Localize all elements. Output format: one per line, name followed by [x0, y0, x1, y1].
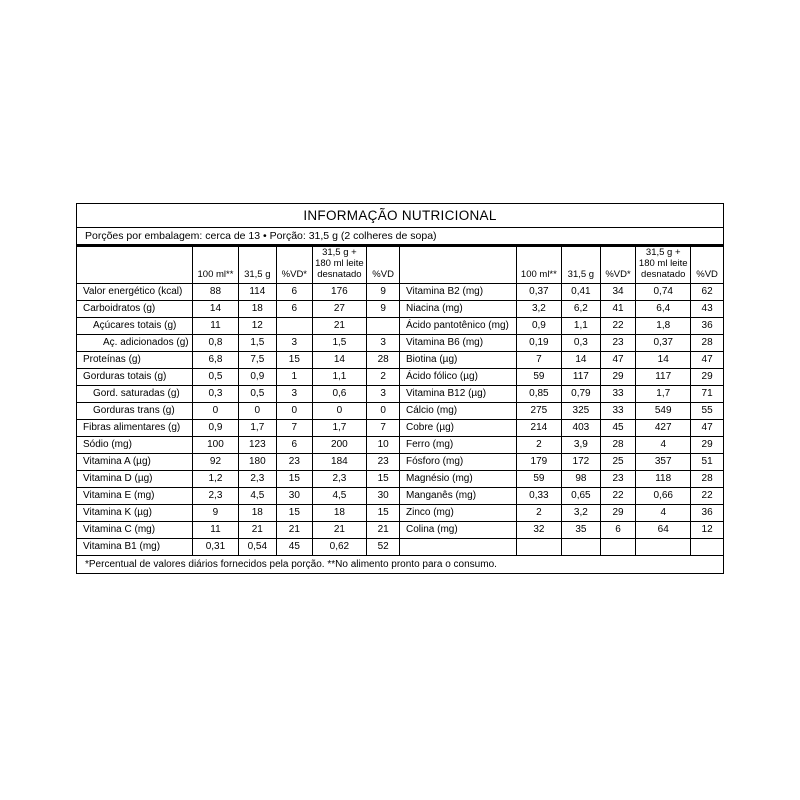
value-100ml: 9	[193, 504, 238, 521]
nutrient-name: Proteínas (g)	[77, 351, 193, 368]
value-with-milk: 1,8	[636, 317, 691, 334]
value-100ml: 0,9	[516, 317, 561, 334]
value-100ml	[516, 538, 561, 555]
portions-line: Porções por embalagem: cerca de 13 • Porção: 31,5 g (2 colheres de sopa)	[77, 227, 723, 247]
value-vd-with-milk: 21	[367, 521, 399, 538]
footnote: *Percentual de valores diários fornecidos pela porção. **No alimento pronto para o consumo.	[77, 555, 723, 573]
header-col-d: 31,5 g + 180 ml leite desnatado	[636, 247, 691, 283]
value-portion: 180	[238, 453, 277, 470]
value-100ml: 59	[516, 470, 561, 487]
table-row	[77, 538, 399, 555]
value-with-milk: 0,74	[636, 283, 691, 300]
value-100ml: 0,31	[193, 538, 238, 555]
value-with-milk: 18	[312, 504, 367, 521]
value-vd-portion: 41	[600, 300, 636, 317]
nutrient-name: Vitamina D (µg)	[77, 470, 193, 487]
value-100ml: 0,19	[516, 334, 561, 351]
value-100ml: 179	[516, 453, 561, 470]
value-vd-with-milk: 30	[367, 487, 399, 504]
table-row	[77, 317, 399, 334]
value-portion: 6,2	[562, 300, 601, 317]
value-with-milk: 1,1	[312, 368, 367, 385]
value-vd-with-milk: 43	[691, 300, 723, 317]
nutrient-name: Manganês (mg)	[400, 487, 516, 504]
value-vd-with-milk: 29	[691, 436, 723, 453]
header-col-c: %VD*	[277, 247, 312, 283]
table-row	[77, 385, 399, 402]
value-100ml: 275	[516, 402, 561, 419]
value-100ml: 6,8	[193, 351, 238, 368]
value-100ml: 1,2	[193, 470, 238, 487]
nutrient-name: Vitamina C (mg)	[77, 521, 193, 538]
value-portion: 1,5	[238, 334, 277, 351]
value-with-milk: 0	[312, 402, 367, 419]
value-100ml: 11	[193, 521, 238, 538]
value-100ml: 0,33	[516, 487, 561, 504]
value-with-milk: 1,7	[312, 419, 367, 436]
value-vd-with-milk: 51	[691, 453, 723, 470]
value-vd-with-milk: 47	[691, 419, 723, 436]
value-portion: 0,54	[238, 538, 277, 555]
value-vd-with-milk: 28	[691, 470, 723, 487]
table-row	[400, 385, 723, 402]
value-with-milk: 549	[636, 402, 691, 419]
value-with-milk: 0,62	[312, 538, 367, 555]
table-row	[400, 334, 723, 351]
value-portion: 14	[562, 351, 601, 368]
value-100ml: 2,3	[193, 487, 238, 504]
table-row	[77, 521, 399, 538]
value-portion: 0,41	[562, 283, 601, 300]
value-with-milk: 0,66	[636, 487, 691, 504]
value-with-milk: 21	[312, 521, 367, 538]
nutrient-name	[400, 538, 516, 555]
value-portion: 4,5	[238, 487, 277, 504]
nutrient-name: Gorduras trans (g)	[77, 402, 193, 419]
value-portion	[562, 538, 601, 555]
value-vd-portion: 23	[277, 453, 312, 470]
value-vd-with-milk: 3	[367, 334, 399, 351]
value-vd-portion: 15	[277, 504, 312, 521]
value-100ml: 32	[516, 521, 561, 538]
value-portion: 21	[238, 521, 277, 538]
nutrient-name: Vitamina K (µg)	[77, 504, 193, 521]
table-row	[77, 436, 399, 453]
nutrient-name: Açúcares totais (g)	[77, 317, 193, 334]
value-with-milk: 1,7	[636, 385, 691, 402]
value-with-milk: 4,5	[312, 487, 367, 504]
value-portion: 0	[238, 402, 277, 419]
nutrient-name: Aç. adicionados (g)	[77, 334, 193, 351]
value-vd-portion: 21	[277, 521, 312, 538]
value-portion: 0,79	[562, 385, 601, 402]
value-100ml: 11	[193, 317, 238, 334]
nutrient-name: Vitamina B2 (mg)	[400, 283, 516, 300]
value-vd-portion: 1	[277, 368, 312, 385]
value-portion: 2,3	[238, 470, 277, 487]
value-with-milk: 0,6	[312, 385, 367, 402]
value-100ml: 100	[193, 436, 238, 453]
table-row	[400, 317, 723, 334]
nutrient-name: Gorduras totais (g)	[77, 368, 193, 385]
nutrient-name: Fósforo (mg)	[400, 453, 516, 470]
nutrient-name: Vitamina B12 (µg)	[400, 385, 516, 402]
value-vd-portion	[600, 538, 636, 555]
value-portion: 0,9	[238, 368, 277, 385]
table-row	[400, 470, 723, 487]
value-with-milk: 200	[312, 436, 367, 453]
nutrition-table-right	[400, 247, 723, 555]
table-row	[77, 470, 399, 487]
value-with-milk: 2,3	[312, 470, 367, 487]
value-with-milk: 176	[312, 283, 367, 300]
nutrient-name: Ácido fólico (µg)	[400, 368, 516, 385]
value-vd-with-milk: 10	[367, 436, 399, 453]
nutrient-name: Valor energético (kcal)	[77, 283, 193, 300]
value-vd-with-milk: 23	[367, 453, 399, 470]
page-title: INFORMAÇÃO NUTRICIONAL	[303, 208, 497, 223]
value-100ml: 0,8	[193, 334, 238, 351]
header-name	[400, 247, 516, 283]
value-portion: 325	[562, 402, 601, 419]
table-row	[77, 453, 399, 470]
value-with-milk: 21	[312, 317, 367, 334]
value-vd-portion: 29	[600, 504, 636, 521]
table-row	[400, 300, 723, 317]
table-row	[77, 334, 399, 351]
nutrient-name: Biotina (µg)	[400, 351, 516, 368]
header-name	[77, 247, 193, 283]
value-vd-portion: 0	[277, 402, 312, 419]
value-portion: 1,1	[562, 317, 601, 334]
nutrient-name: Zinco (mg)	[400, 504, 516, 521]
table-row	[400, 283, 723, 300]
nutrient-name: Niacina (mg)	[400, 300, 516, 317]
header-col-b: 31,5 g	[238, 247, 277, 283]
nutrition-table-right-wrapper	[400, 247, 723, 555]
value-vd-portion: 45	[277, 538, 312, 555]
value-vd-with-milk: 7	[367, 419, 399, 436]
value-vd-portion: 33	[600, 385, 636, 402]
value-portion: 18	[238, 504, 277, 521]
value-vd-portion: 30	[277, 487, 312, 504]
value-100ml: 2	[516, 504, 561, 521]
value-portion: 403	[562, 419, 601, 436]
value-portion: 3,2	[562, 504, 601, 521]
value-vd-portion: 47	[600, 351, 636, 368]
value-with-milk: 4	[636, 504, 691, 521]
value-vd-portion: 23	[600, 470, 636, 487]
value-vd-portion: 29	[600, 368, 636, 385]
table-row	[400, 419, 723, 436]
header-col-e: %VD	[691, 247, 723, 283]
table-row	[77, 419, 399, 436]
value-vd-portion: 45	[600, 419, 636, 436]
value-portion: 117	[562, 368, 601, 385]
value-with-milk: 0,37	[636, 334, 691, 351]
value-with-milk: 117	[636, 368, 691, 385]
value-vd-with-milk: 71	[691, 385, 723, 402]
header-col-a: 100 ml**	[193, 247, 238, 283]
nutrient-name: Vitamina B1 (mg)	[77, 538, 193, 555]
value-with-milk: 6,4	[636, 300, 691, 317]
nutrient-name: Vitamina B6 (mg)	[400, 334, 516, 351]
value-vd-portion: 22	[600, 487, 636, 504]
header-col-e: %VD	[367, 247, 399, 283]
value-portion: 35	[562, 521, 601, 538]
value-with-milk: 64	[636, 521, 691, 538]
value-portion: 0,3	[562, 334, 601, 351]
header-col-d: 31,5 g + 180 ml leite desnatado	[312, 247, 367, 283]
value-vd-with-milk: 29	[691, 368, 723, 385]
value-100ml: 88	[193, 283, 238, 300]
value-vd-portion: 33	[600, 402, 636, 419]
value-with-milk: 1,5	[312, 334, 367, 351]
value-100ml: 0	[193, 402, 238, 419]
value-vd-with-milk: 55	[691, 402, 723, 419]
nutrition-facts-panel	[76, 203, 724, 574]
value-portion: 123	[238, 436, 277, 453]
value-100ml: 0,3	[193, 385, 238, 402]
value-vd-with-milk: 62	[691, 283, 723, 300]
table-row	[400, 368, 723, 385]
nutrient-name: Ácido pantotênico (mg)	[400, 317, 516, 334]
value-vd-portion: 34	[600, 283, 636, 300]
value-vd-with-milk: 28	[367, 351, 399, 368]
value-vd-with-milk: 9	[367, 300, 399, 317]
table-row	[400, 521, 723, 538]
table-row	[77, 300, 399, 317]
value-vd-portion: 28	[600, 436, 636, 453]
value-100ml: 92	[193, 453, 238, 470]
value-vd-portion: 15	[277, 351, 312, 368]
nutrition-table-left-wrapper	[77, 247, 400, 555]
value-vd-with-milk: 47	[691, 351, 723, 368]
value-100ml: 0,5	[193, 368, 238, 385]
table-row	[400, 453, 723, 470]
nutrient-name: Magnésio (mg)	[400, 470, 516, 487]
value-vd-with-milk: 36	[691, 317, 723, 334]
nutrient-name: Sódio (mg)	[77, 436, 193, 453]
nutrient-name: Fibras alimentares (g)	[77, 419, 193, 436]
value-vd-with-milk: 36	[691, 504, 723, 521]
table-row	[400, 538, 723, 555]
table-header-row	[77, 247, 399, 283]
table-row	[400, 351, 723, 368]
value-vd-with-milk	[367, 317, 399, 334]
table-row	[400, 436, 723, 453]
value-with-milk: 357	[636, 453, 691, 470]
nutrient-name: Vitamina E (mg)	[77, 487, 193, 504]
nutrient-name: Vitamina A (µg)	[77, 453, 193, 470]
table-row	[77, 368, 399, 385]
value-vd-portion: 6	[277, 283, 312, 300]
nutrient-name: Cobre (µg)	[400, 419, 516, 436]
table-row	[77, 402, 399, 419]
table-header-row	[400, 247, 723, 283]
value-portion: 0,5	[238, 385, 277, 402]
value-vd-portion: 7	[277, 419, 312, 436]
value-100ml: 0,9	[193, 419, 238, 436]
value-vd-with-milk: 22	[691, 487, 723, 504]
value-vd-with-milk: 2	[367, 368, 399, 385]
value-with-milk: 184	[312, 453, 367, 470]
value-portion: 12	[238, 317, 277, 334]
value-vd-portion: 23	[600, 334, 636, 351]
value-vd-with-milk: 15	[367, 504, 399, 521]
nutrient-name: Carboidratos (g)	[77, 300, 193, 317]
value-100ml: 0,85	[516, 385, 561, 402]
value-with-milk: 4	[636, 436, 691, 453]
nutrient-name: Ferro (mg)	[400, 436, 516, 453]
value-100ml: 3,2	[516, 300, 561, 317]
value-vd-with-milk: 15	[367, 470, 399, 487]
value-100ml: 7	[516, 351, 561, 368]
header-col-c: %VD*	[600, 247, 636, 283]
table-row	[400, 504, 723, 521]
value-100ml: 14	[193, 300, 238, 317]
nutrient-name: Cálcio (mg)	[400, 402, 516, 419]
value-with-milk: 27	[312, 300, 367, 317]
value-vd-with-milk: 9	[367, 283, 399, 300]
table-row	[77, 504, 399, 521]
nutrition-tables	[77, 247, 723, 555]
value-vd-portion: 6	[600, 521, 636, 538]
value-100ml: 214	[516, 419, 561, 436]
value-100ml: 59	[516, 368, 561, 385]
header-col-a: 100 ml**	[516, 247, 561, 283]
value-with-milk: 14	[636, 351, 691, 368]
table-row	[77, 283, 399, 300]
nutrient-name: Gord. saturadas (g)	[77, 385, 193, 402]
header-col-b: 31,5 g	[562, 247, 601, 283]
value-vd-portion: 22	[600, 317, 636, 334]
value-portion: 0,65	[562, 487, 601, 504]
value-vd-with-milk: 0	[367, 402, 399, 419]
value-with-milk: 427	[636, 419, 691, 436]
value-vd-portion: 15	[277, 470, 312, 487]
table-row	[77, 351, 399, 368]
nutrition-table-left	[77, 247, 399, 555]
value-vd-portion: 3	[277, 334, 312, 351]
value-vd-portion: 6	[277, 436, 312, 453]
value-portion: 172	[562, 453, 601, 470]
value-vd-portion: 3	[277, 385, 312, 402]
value-portion: 3,9	[562, 436, 601, 453]
value-vd-with-milk: 12	[691, 521, 723, 538]
value-vd-portion	[277, 317, 312, 334]
value-vd-with-milk: 28	[691, 334, 723, 351]
value-portion: 114	[238, 283, 277, 300]
value-vd-with-milk: 3	[367, 385, 399, 402]
nutrient-name: Colina (mg)	[400, 521, 516, 538]
value-vd-portion: 6	[277, 300, 312, 317]
value-portion: 7,5	[238, 351, 277, 368]
value-with-milk	[636, 538, 691, 555]
value-vd-portion: 25	[600, 453, 636, 470]
value-vd-with-milk: 52	[367, 538, 399, 555]
value-with-milk: 14	[312, 351, 367, 368]
table-row	[400, 402, 723, 419]
value-portion: 18	[238, 300, 277, 317]
value-vd-with-milk	[691, 538, 723, 555]
value-with-milk: 118	[636, 470, 691, 487]
value-portion: 1,7	[238, 419, 277, 436]
value-100ml: 2	[516, 436, 561, 453]
table-row	[400, 487, 723, 504]
table-row	[77, 487, 399, 504]
value-100ml: 0,37	[516, 283, 561, 300]
value-portion: 98	[562, 470, 601, 487]
